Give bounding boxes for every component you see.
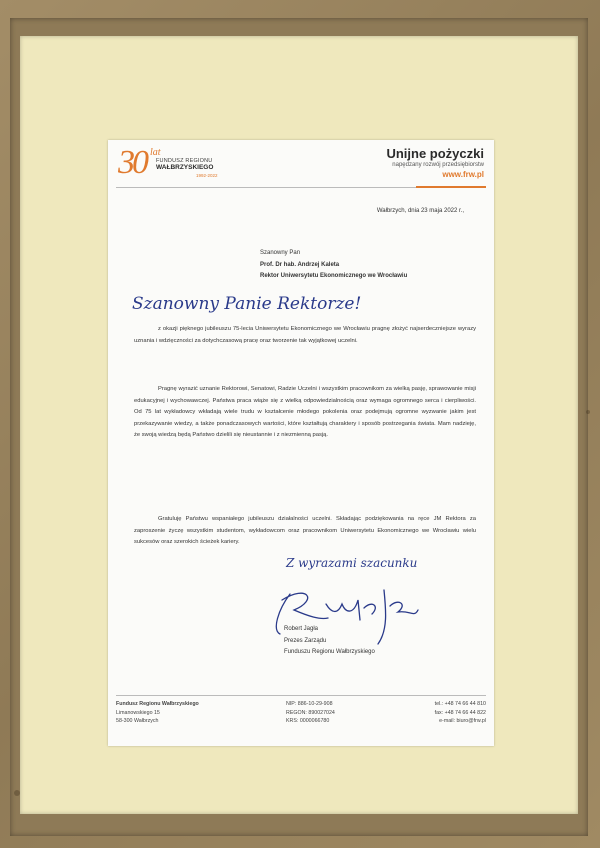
recipient-name: Prof. Dr hab. Andrzej Kaleta: [260, 261, 340, 268]
signatory-name: Robert Jagła: [284, 626, 319, 632]
letter-page: [108, 140, 494, 746]
footer-fax: fax: +48 74 66 44 822: [434, 709, 486, 716]
footer-nip: NIP: 886-10-29-908: [286, 701, 333, 707]
letter-paragraph: z okazji pięknego jubileuszu 75-lecia Uniwersytetu Ekonomicznego we Wrocławiu pragnę złożyć najserdeczniejsze wyrazy uznania i wdzięczności za dotychczasową pracę oraz tworzenie tak wyjątkowej uczelni.: [134, 326, 476, 344]
footer-contact: [435, 700, 486, 726]
logo-line1: FUNDUSZ REGIONU: [156, 158, 213, 164]
signatory-position: Prezes Zarządu: [284, 637, 327, 644]
letter-paragraph: Gratuluję Państwu wspaniałego jubileuszu działalności uczelni. Składając podziękowania na ręce JM Rektora za zaproszenie życzę wszystkim studentom, wykładowcom oraz pracownikom Uniwersytetu Ekonomicznego we Wrocławiu wielu sukcesów oraz szerokich ścieżek kariery.: [134, 516, 476, 545]
header-accent-line: [416, 186, 486, 188]
recipient-block: [260, 248, 407, 283]
svg-text:Z wyrazami szacunku: Z wyrazami szacunku: [286, 556, 418, 570]
frame-scuff: [586, 410, 590, 414]
svg-text:Szanowny Panie Rektorze!: Szanowny Panie Rektorze!: [132, 294, 362, 314]
footer-company: Fundusz Regionu Wałbrzyskiego: [116, 701, 199, 707]
logo-line2: WAŁBRZYSKIEGO: [156, 164, 214, 171]
footer-street: Limanowskiego 15: [116, 709, 160, 716]
signatory-org: Funduszu Regionu Wałbrzyskiego: [284, 649, 375, 655]
footer-address: [116, 700, 199, 726]
handwritten-greeting: [130, 288, 390, 318]
frw-logo: [118, 144, 248, 184]
recipient-role: Rektor Uniwersytetu Ekonomicznego we Wrocławiu: [260, 273, 408, 279]
signature-block: [284, 624, 375, 659]
header-title: Unijne pożyczki: [386, 146, 484, 161]
letter-paragraph: Pragnę wyrazić uznanie Rektorowi, Senatowi, Radzie Uczelni i wszystkim pracownikom za wielką pasję, sprawowanie misji edukacyjnej i wychowawczej. Państwa praca wiąże się z wielką odpowiedzialnością oraz wymaga ogromnego serca i cierpliwości. Od 75 lat wykładowcy wkładają wiele trudu w kształcenie młodego pokolenia oraz podejmują ogromne wyzwanie jakim jest przekazywanie wiedzy, a także ponadczasowych wartości, które kształtują charaktery i sposób postrzegania świata. Mam nadzieję, że swoją wiedzą będą Państwo dzielili się nieustannie i z niezmienną pasją.: [134, 386, 476, 438]
footer-tel: tel.: +48 74 66 44 810: [434, 701, 486, 707]
logo-lat: lat: [150, 147, 161, 158]
header-subtitle: napędzany rozwój przedsiębiorstw: [392, 162, 484, 168]
header-url: www.frw.pl: [442, 170, 484, 179]
footer-divider: [116, 695, 486, 696]
footer-registry: [286, 700, 335, 726]
recipient-salutation: Szanowny Pan: [260, 250, 301, 256]
footer-regon: REGON: 890027024: [286, 709, 335, 716]
footer-krs: KRS: 0000066780: [286, 718, 330, 724]
letter-date: Wałbrzych, dnia 23 maja 2022 r.,: [376, 208, 464, 214]
footer-email: e-mail: biuro@frw.pl: [439, 718, 486, 724]
logo-number: 30: [118, 144, 146, 181]
logo-years: 1992-2022: [196, 173, 218, 178]
footer-city: 58-300 Wałbrzych: [116, 718, 159, 724]
frame-scuff: [14, 790, 20, 796]
